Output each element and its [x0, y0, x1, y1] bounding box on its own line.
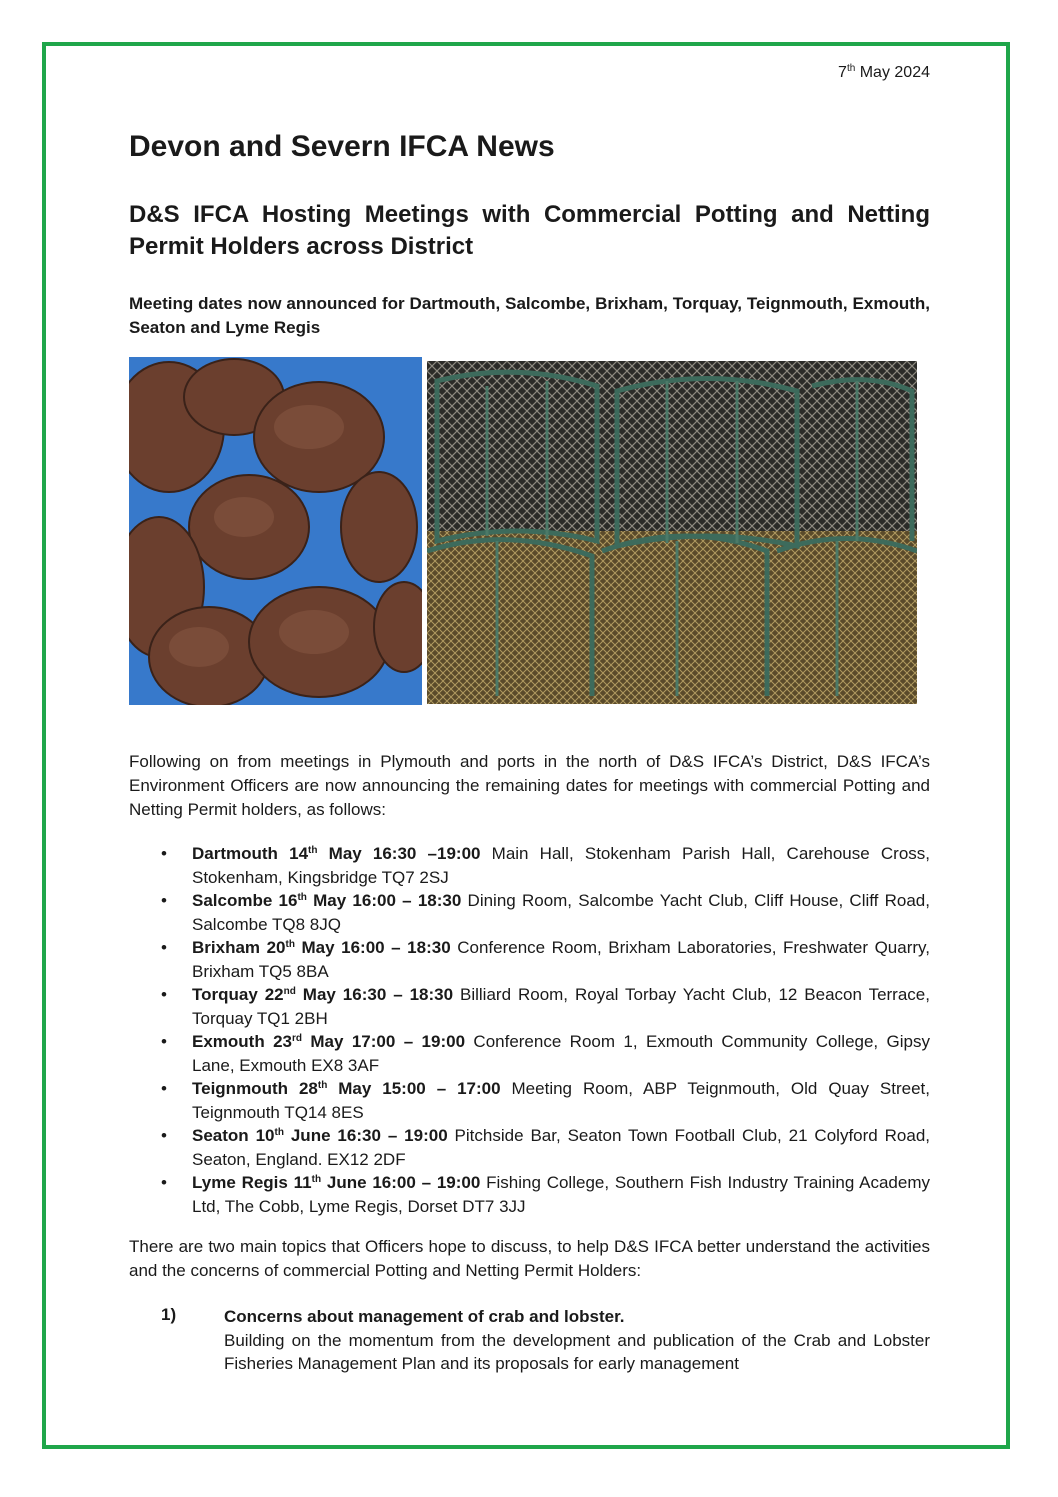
bullet-icon: • [161, 844, 167, 863]
list-item: • Seaton 10th June 16:30 – 19:00 Pitchside Bar, Seaton Town Football Club, 21 Colyford Road, Seaton, England. EX12 2DF [161, 1126, 931, 1169]
topics-paragraph: There are two main topics that Officers hope to discuss, to help D&S IFCA better understand the activities and the concerns of commercial Potting and Netting Permit Holders: [129, 1237, 930, 1280]
list-item: • Torquay 22nd May 16:30 – 18:30 Billiard Room, Royal Torbay Yacht Club, 12 Beacon Terrace, Torquay TQ1 2BH [161, 985, 930, 1028]
crab-photo [129, 357, 422, 705]
list-item: • Dartmouth 14th May 16:30 –19:00 Main Hall, Stokenham Parish Hall, Carehouse Cross, Stokenham, Kingsbridge TQ7 2SJ [161, 844, 931, 887]
list-item: • Teignmouth 28th May 15:00 – 17:00 Meeting Room, ABP Teignmouth, Old Quay Street, Teignmouth TQ14 8ES [161, 1079, 930, 1122]
bullet-icon: • [161, 985, 167, 1004]
intro-paragraph: Following on from meetings in Plymouth and ports in the north of D&S IFCA’s District, D&S IFCA’s Environment Officers are now announcing the remaining dates for meetings with commercial Potting and Netting Permit holders, as follows: [129, 752, 930, 819]
list-item: • Brixham 20th May 16:00 – 18:30 Conference Room, Brixham Laboratories, Freshwater Quarry, Brixham TQ5 8BA [161, 938, 930, 981]
publication-date: 7th May 2024 [838, 63, 930, 81]
bullet-icon: • [161, 1032, 167, 1051]
topic-number: 1) [161, 1305, 177, 1324]
bullet-icon: • [161, 1126, 167, 1145]
topic-text: Building on the momentum from the development and publication of the Crab and Lobster Fisheries Management Plan and its proposals for early management [224, 1330, 930, 1373]
headline: D&S IFCA Hosting Meetings with Commercial Potting and Netting Permit Holders across District [129, 201, 930, 260]
bullet-icon: • [161, 938, 167, 957]
list-item: • Exmouth 23rd May 17:00 – 19:00 Conference Room 1, Exmouth Community College, Gipsy Lane, Exmouth EX8 3AF [161, 1032, 930, 1075]
subheadline: Meeting dates now announced for Dartmouth, Salcombe, Brixham, Torquay, Teignmouth, Exmouth, Seaton and Lyme Regis [129, 294, 930, 337]
topic-1 [224, 1305, 930, 1376]
bullet-icon: • [161, 1173, 167, 1192]
topic-heading: Concerns about management of crab and lobster. [224, 1307, 625, 1326]
meeting-list [129, 842, 930, 1218]
page-title: Devon and Severn IFCA News [129, 130, 555, 163]
lobster-pots-photo [427, 361, 917, 704]
bullet-icon: • [161, 1079, 167, 1098]
bullet-icon: • [161, 891, 167, 910]
list-item: • Salcombe 16th May 16:00 – 18:30 Dining Room, Salcombe Yacht Club, Cliff House, Cliff Road, Salcombe TQ8 8JQ [161, 891, 930, 934]
list-item: • Lyme Regis 11th June 16:00 – 19:00 Fishing College, Southern Fish Industry Training Academy Ltd, The Cobb, Lyme Regis, Dorset DT7 3JJ [161, 1173, 930, 1216]
